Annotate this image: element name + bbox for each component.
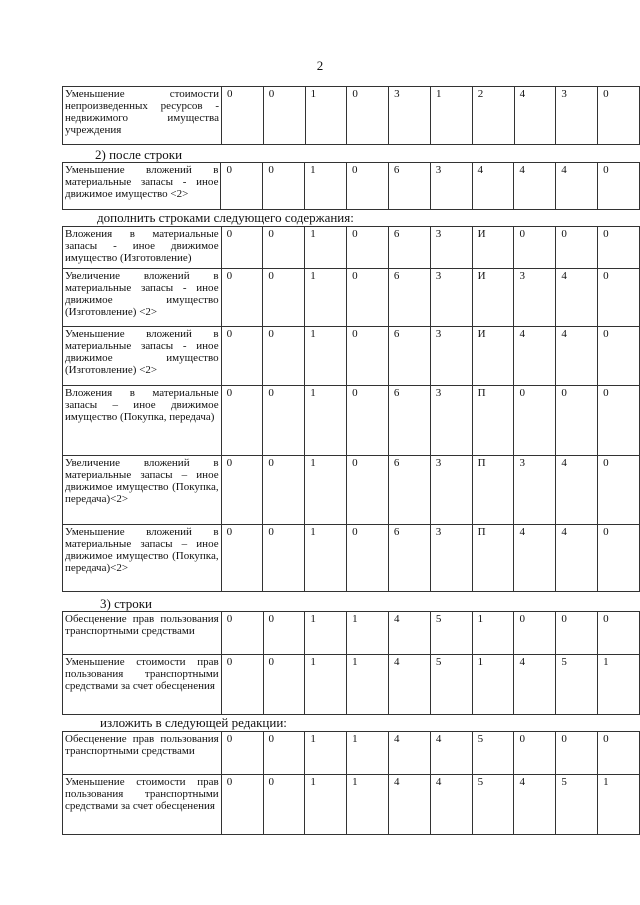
- code-digit: 0: [221, 612, 263, 655]
- caption-rows: 3) строки: [100, 596, 152, 611]
- code-digit: 0: [598, 269, 640, 327]
- code-digit: 4: [556, 269, 598, 327]
- row-name: Уменьшение вложений в материальные запасы - иное движимое имущество <2>: [63, 163, 221, 210]
- code-digit: 1: [347, 775, 389, 835]
- table-section-5: [62, 731, 640, 835]
- code-digit: 1: [598, 655, 640, 715]
- code-digit: 0: [347, 456, 389, 525]
- code-digit: 0: [263, 456, 305, 525]
- code-digit: 3: [430, 525, 472, 592]
- code-digit: 5: [472, 732, 514, 775]
- code-digit: 5: [556, 775, 598, 835]
- code-digit: 4: [389, 655, 431, 715]
- row-name: Обесценение прав пользования транспортными средствами: [63, 732, 222, 775]
- code-digit: 4: [514, 775, 556, 835]
- code-digit: 0: [347, 87, 389, 145]
- code-digit: 5: [472, 775, 514, 835]
- code-digit: 0: [598, 386, 640, 456]
- code-digit: 4: [556, 456, 598, 525]
- code-digit: 3: [430, 386, 472, 456]
- code-digit: 0: [221, 87, 263, 145]
- table-section-2: [62, 162, 640, 210]
- code-digit: 1: [305, 327, 347, 386]
- caption-new-edition: изложить в следующей редакции:: [100, 715, 287, 730]
- code-digit: 4: [389, 612, 431, 655]
- code-digit: 4: [472, 163, 514, 210]
- row-name: Увеличение вложений в материальные запасы – иное движимое имущество (Покупка, передача)<2>: [63, 456, 222, 525]
- code-digit: 0: [263, 227, 305, 269]
- row-name: Уменьшение вложений в материальные запасы – иное движимое имущество (Покупка, передача)<2>: [63, 525, 222, 592]
- page-number: 2: [316, 58, 324, 73]
- code-digit: 0: [556, 386, 598, 456]
- code-digit: 0: [263, 732, 305, 775]
- code-digit: 3: [430, 269, 472, 327]
- table-row: [63, 327, 640, 386]
- code-digit: 1: [305, 612, 347, 655]
- code-digit: 0: [221, 655, 263, 715]
- code-digit: 0: [347, 386, 389, 456]
- table-row: [63, 775, 640, 835]
- table-row: [63, 456, 640, 525]
- row-name: Уменьшение стоимости прав пользования транспортными средствами за счет обесценения: [63, 775, 222, 835]
- table-row: [63, 227, 640, 269]
- row-name: Обесценение прав пользования транспортными средствами: [63, 612, 222, 655]
- code-digit: И: [472, 327, 514, 386]
- code-digit: 0: [263, 525, 305, 592]
- code-digit: 6: [388, 327, 430, 386]
- code-digit: 0: [556, 612, 598, 655]
- code-digit: 6: [388, 163, 430, 210]
- code-digit: 0: [598, 327, 640, 386]
- row-name: Уменьшение стоимости прав пользования транспортными средствами за счет обесценения: [63, 655, 222, 715]
- code-digit: 3: [430, 327, 472, 386]
- code-digit: 4: [389, 775, 431, 835]
- code-digit: 2: [472, 87, 514, 145]
- code-digit: 5: [556, 655, 598, 715]
- code-digit: 4: [514, 87, 556, 145]
- code-digit: 4: [514, 327, 556, 386]
- code-digit: 0: [598, 732, 640, 775]
- code-digit: 3: [430, 456, 472, 525]
- row-name: Уменьшение стоимости непроизведенных ресурсов - недвижимого имущества учреждения: [63, 87, 222, 145]
- code-digit: 0: [514, 612, 556, 655]
- code-digit: 0: [598, 227, 640, 269]
- code-digit: 0: [598, 612, 640, 655]
- code-digit: 0: [221, 456, 263, 525]
- code-digit: 1: [305, 456, 347, 525]
- table-section-1: [62, 86, 640, 145]
- code-digit: 3: [430, 163, 472, 210]
- code-digit: 0: [514, 732, 556, 775]
- code-digit: 1: [347, 655, 389, 715]
- table-row: [63, 525, 640, 592]
- table-section-4: [62, 611, 640, 715]
- code-digit: 0: [347, 163, 389, 210]
- code-digit: 3: [514, 269, 556, 327]
- code-digit: 0: [347, 525, 389, 592]
- code-digit: 1: [305, 655, 347, 715]
- code-digit: И: [472, 269, 514, 327]
- code-digit: 5: [430, 655, 472, 715]
- code-digit: 0: [598, 456, 640, 525]
- code-digit: 0: [263, 386, 305, 456]
- code-digit: 0: [347, 227, 389, 269]
- code-digit: 0: [556, 227, 598, 269]
- table-row: [63, 87, 640, 145]
- row-name: Увеличение вложений в материальные запасы - иное движимое имущество (Изготовление) <2>: [63, 269, 222, 327]
- code-digit: 3: [389, 87, 431, 145]
- code-digit: 1: [347, 732, 389, 775]
- code-digit: П: [472, 525, 514, 592]
- code-digit: И: [472, 227, 514, 269]
- code-digit: 4: [556, 327, 598, 386]
- code-digit: 0: [221, 732, 263, 775]
- code-digit: 3: [430, 227, 472, 269]
- table-row: [63, 163, 640, 210]
- code-digit: 6: [388, 525, 430, 592]
- code-digit: 0: [347, 269, 389, 327]
- code-digit: 3: [556, 87, 598, 145]
- code-digit: 1: [305, 163, 347, 210]
- code-digit: 0: [221, 775, 263, 835]
- code-digit: 6: [388, 269, 430, 327]
- code-digit: 4: [556, 163, 598, 210]
- code-digit: 1: [598, 775, 640, 835]
- code-digit: 1: [472, 655, 514, 715]
- code-digit: 0: [514, 227, 556, 269]
- code-digit: 1: [305, 775, 347, 835]
- code-digit: 6: [388, 386, 430, 456]
- code-digit: 0: [221, 163, 263, 210]
- row-name: Уменьшение вложений в материальные запасы - иное движимое имущество (Изготовление) <2>: [63, 327, 222, 386]
- table-row: [63, 269, 640, 327]
- code-digit: 0: [556, 732, 598, 775]
- code-digit: 1: [305, 525, 347, 592]
- code-digit: 0: [221, 327, 263, 386]
- table-row: [63, 732, 640, 775]
- code-digit: 0: [263, 775, 305, 835]
- code-digit: 3: [514, 456, 556, 525]
- code-digit: 4: [430, 775, 472, 835]
- table-row: [63, 386, 640, 456]
- code-digit: П: [472, 456, 514, 525]
- code-digit: 4: [430, 732, 472, 775]
- row-name: Вложения в материальные запасы – иное движимое имущество (Покупка, передача): [63, 386, 222, 456]
- code-digit: 0: [263, 612, 305, 655]
- code-digit: 5: [430, 612, 472, 655]
- code-digit: 0: [221, 269, 263, 327]
- table-row: [63, 655, 640, 715]
- code-digit: 4: [389, 732, 431, 775]
- code-digit: 0: [598, 525, 640, 592]
- code-digit: 6: [388, 456, 430, 525]
- code-digit: 4: [514, 655, 556, 715]
- code-digit: 0: [221, 525, 263, 592]
- code-digit: 6: [388, 227, 430, 269]
- code-digit: 0: [221, 227, 263, 269]
- code-digit: 0: [221, 386, 263, 456]
- code-digit: 0: [263, 163, 305, 210]
- code-digit: 1: [305, 269, 347, 327]
- code-digit: 1: [305, 227, 347, 269]
- table-row: [63, 612, 640, 655]
- code-digit: 1: [472, 612, 514, 655]
- code-digit: 0: [347, 327, 389, 386]
- code-digit: 0: [598, 163, 640, 210]
- code-digit: 0: [263, 327, 305, 386]
- code-digit: 1: [347, 612, 389, 655]
- code-digit: 4: [556, 525, 598, 592]
- code-digit: 1: [430, 87, 472, 145]
- caption-after-row: 2) после строки: [95, 147, 183, 162]
- caption-add-rows: дополнить строками следующего содержания:: [97, 210, 354, 225]
- code-digit: П: [472, 386, 514, 456]
- table-section-3: [62, 226, 640, 592]
- code-digit: 1: [305, 386, 347, 456]
- row-name: Вложения в материальные запасы - иное движимое имущество (Изготовление): [63, 227, 222, 269]
- code-digit: 0: [263, 87, 305, 145]
- code-digit: 4: [514, 163, 556, 210]
- code-digit: 0: [598, 87, 640, 145]
- code-digit: 0: [263, 655, 305, 715]
- code-digit: 0: [514, 386, 556, 456]
- code-digit: 0: [263, 269, 305, 327]
- code-digit: 1: [305, 732, 347, 775]
- code-digit: 1: [305, 87, 347, 145]
- code-digit: 4: [514, 525, 556, 592]
